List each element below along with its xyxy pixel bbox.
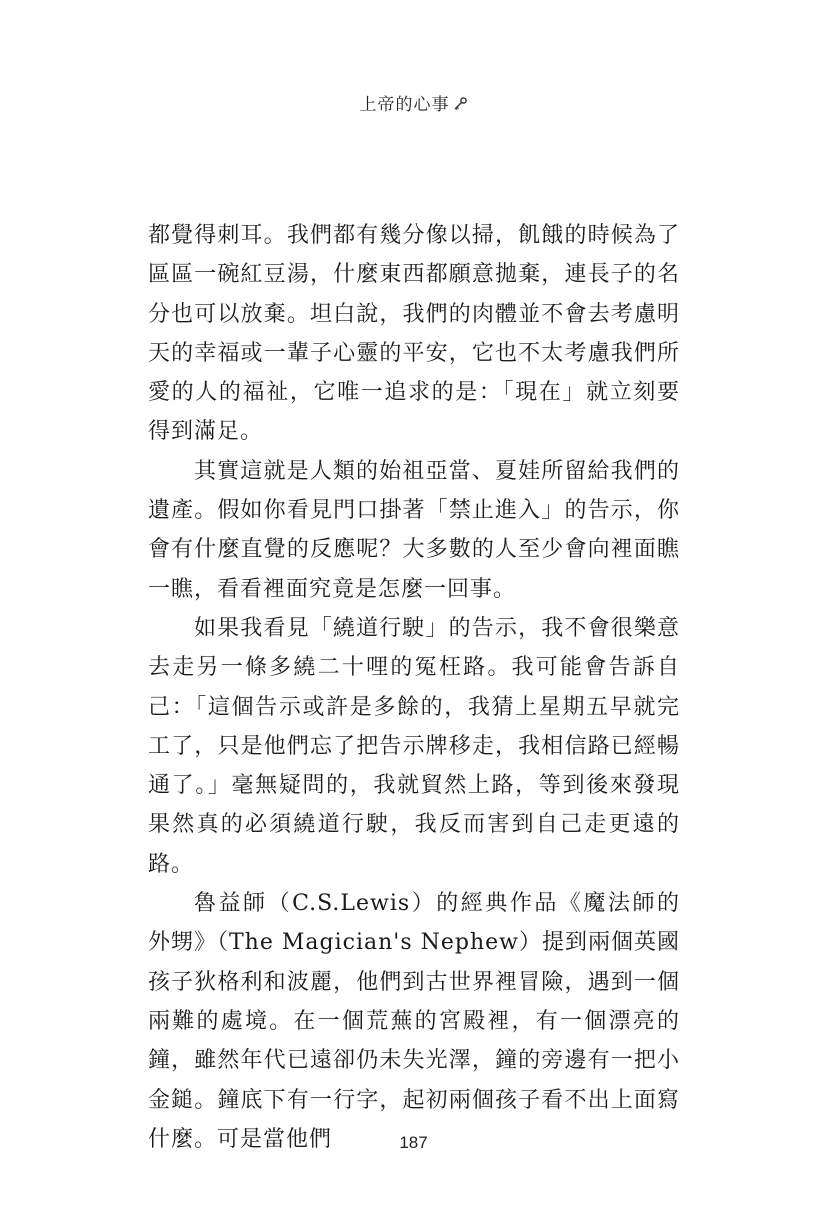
paragraph: 如果我看見「繞道行駛」的告示，我不會很樂意去走另一條多繞二十哩的冤枉路。我可能會告訴自己：「這個告示或許是多餘的，我猜上星期五早就完工了，只是他們忘了把告示牌移走，我相信路已經暢通了。」毫無疑問的，我就貿然上路，等到後來發現果然真的必須繞道行駛，我反而害到自己走更遠的路。 [148, 615, 680, 877]
running-header [0, 90, 827, 115]
paragraph: 都覺得刺耳。我們都有幾分像以掃，飢餓的時候為了區區一碗紅豆湯，什麼東西都願意拋棄，連長子的名分也可以放棄。坦白說，我們的肉體並不會去考慮明天的幸福或一輩子心靈的平安，它也不太考慮我們所愛的人的福祉，它唯一追求的是：「現在」就立刻要得到滿足。 [148, 223, 680, 445]
paragraph: 魯益師（C.S.Lewis）的經典作品《魔法師的外甥》（The Magician's Nephew）提到兩個英國孩子狄格利和波麗，他們到古世界裡冒險，遇到一個兩難的處境。在一個荒蕪的宮殿裡，有一個漂亮的鐘，雖然年代已遠卻仍未失光澤，鐘的旁邊有一把小金鎚。鐘底下有一行字，起初兩個孩子看不出上面寫什麼。可是當他們 [148, 891, 680, 1152]
key-icon [452, 96, 468, 112]
page-number: 187 [399, 1133, 428, 1152]
book-title: 上帝的心事 [359, 95, 450, 115]
body-text [148, 216, 680, 1159]
paragraph: 其實這就是人類的始祖亞當、夏娃所留給我們的遺產。假如你看見門口掛著「禁止進入」的告示，你會有什麼直覺的反應呢？大多數的人至少會向裡面瞧一瞧，看看裡面究竟是怎麼一回事。 [148, 458, 680, 602]
